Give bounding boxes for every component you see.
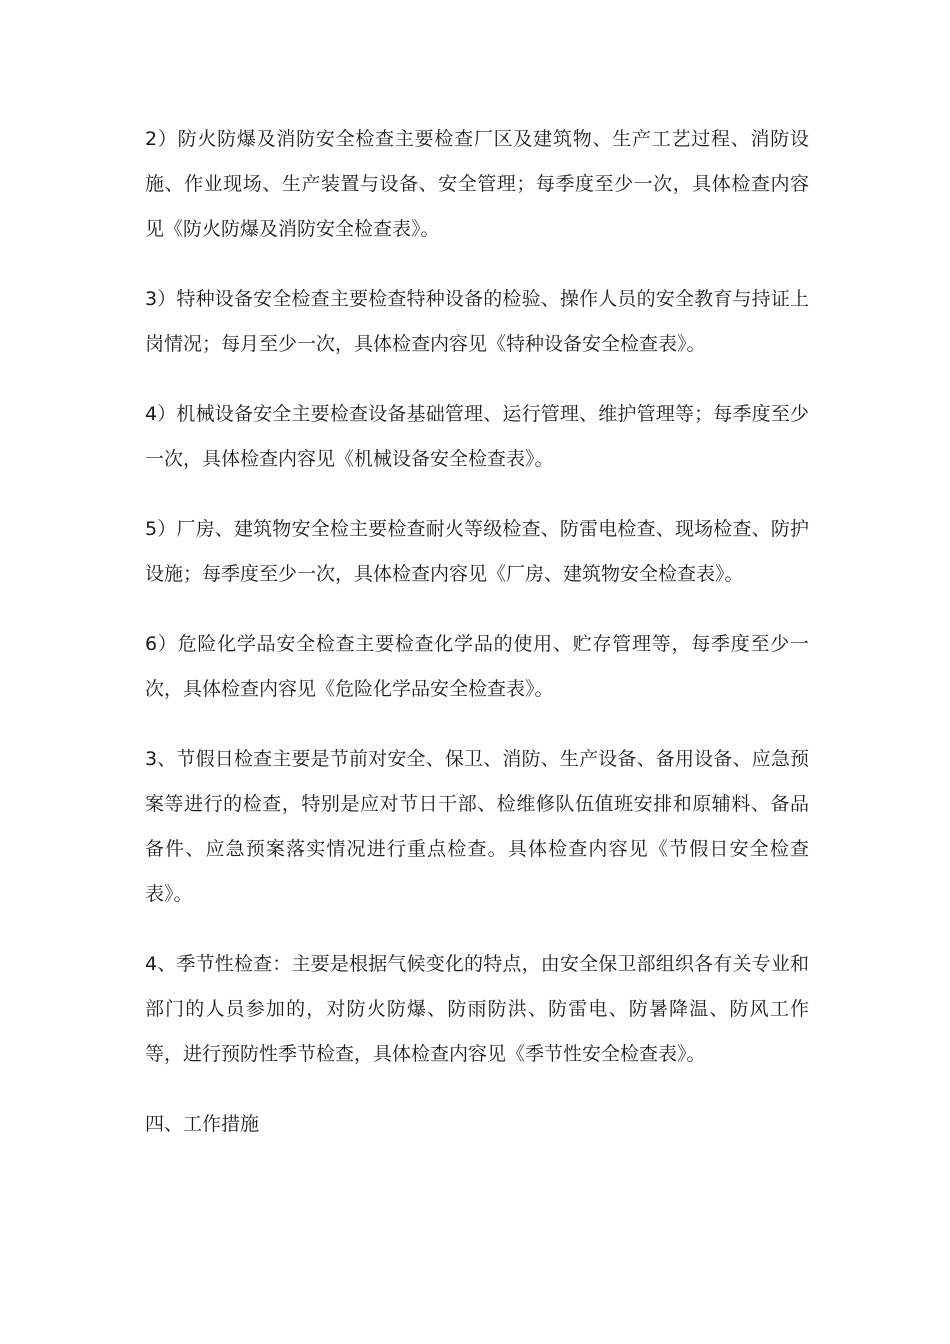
- paragraph-seasonal-check: 4、季节性检查：主要是根据气候变化的特点，由安全保卫部组织各有关专业和部门的人员参加的，对防火防爆、防雨防洪、防雷电、防暑降温、防风工作等，进行预防性季节检查，具体检查内容见《季节性安全检查表》。: [145, 953, 809, 1065]
- section-heading-work-measures: 四、工作措施: [145, 1113, 260, 1135]
- document-body: [145, 117, 809, 1147]
- paragraph-holiday-check: 3、节假日检查主要是节前对安全、保卫、消防、生产设备、备用设备、应急预案等进行的检查，特别是应对节日干部、检维修队伍值班安排和原辅料、备品备件、应急预案落实情况进行重点检查。具体检查内容见《节假日安全检查表》。: [145, 748, 809, 905]
- paragraph-building-check: 5）厂房、建筑物安全检主要检查耐火等级检查、防雷电检查、现场检查、防护设施；每季度至少一次，具体检查内容见《厂房、建筑物安全检查表》。: [145, 518, 809, 585]
- paragraph-fire-explosion-check: 2）防火防爆及消防安全检查主要检查厂区及建筑物、生产工艺过程、消防设施、作业现场、生产装置与设备、安全管理；每季度至少一次，具体检查内容见《防火防爆及消防安全检查表》。: [145, 128, 809, 240]
- paragraph-special-equipment-check: 3）特种设备安全检查主要检查特种设备的检验、操作人员的安全教育与持证上岗情况；每月至少一次，具体检查内容见《特种设备安全检查表》。: [145, 288, 809, 355]
- paragraph-hazardous-chemicals-check: 6）危险化学品安全检查主要检查化学品的使用、贮存管理等，每季度至少一次，具体检查内容见《危险化学品安全检查表》。: [145, 633, 809, 700]
- paragraph-mechanical-equipment-check: 4）机械设备安全主要检查设备基础管理、运行管理、维护管理等；每季度至少一次，具体检查内容见《机械设备安全检查表》。: [145, 403, 809, 470]
